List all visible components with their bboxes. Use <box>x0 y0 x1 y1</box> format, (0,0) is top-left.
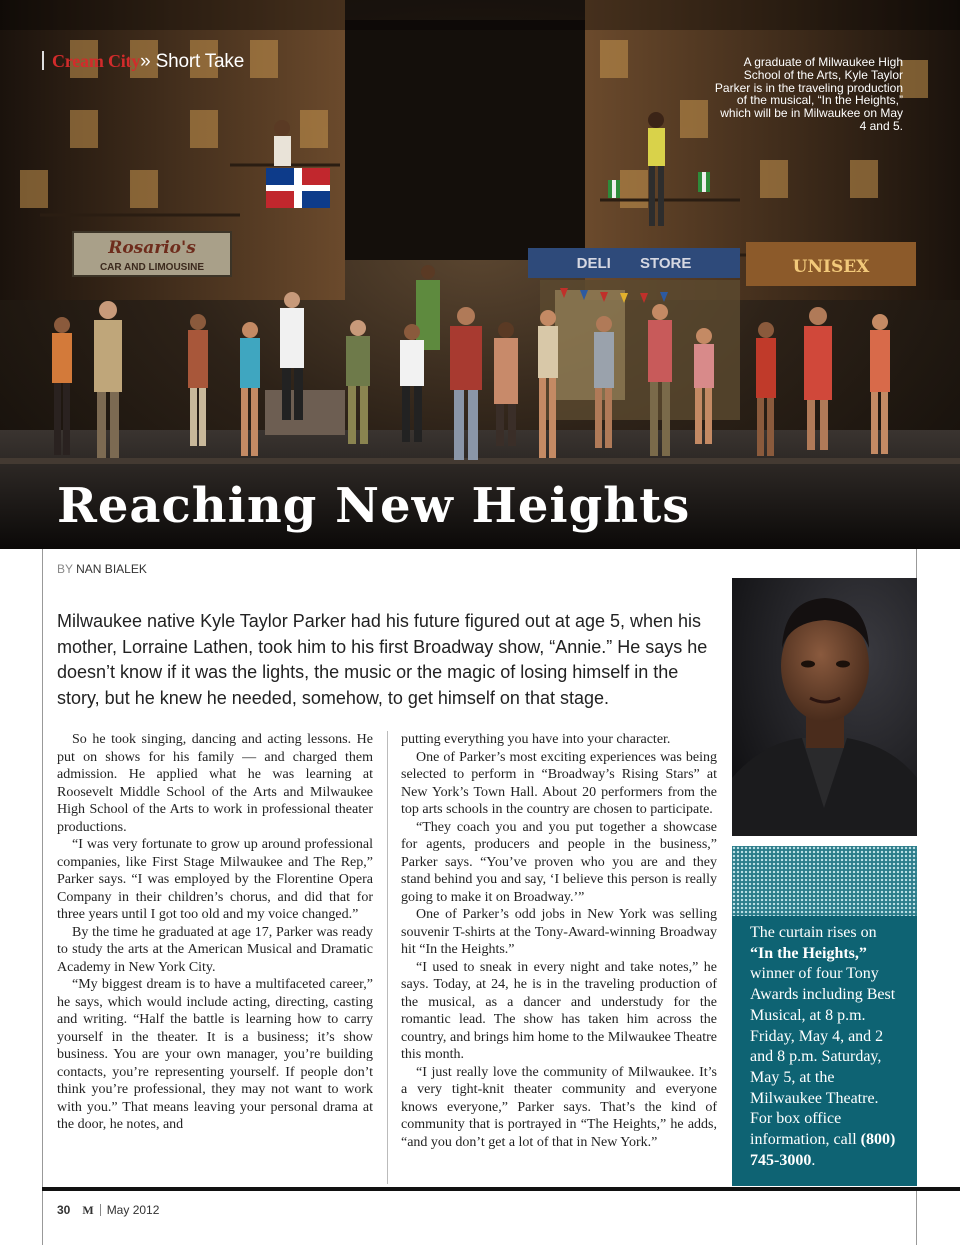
paragraph: “I was very fortunate to grow up around professional companies, like First Stage Milwaukee and The Rep,” Parker says. “I was employed by the Florentine Opera Company in their children’s chorus, and did that for three years until I got too old and my voice changed.” <box>57 837 373 922</box>
body-column-1 <box>57 731 373 1134</box>
section-subtitle: Short Take <box>150 51 245 72</box>
byline <box>57 562 147 576</box>
paragraph: One of Parker’s odd jobs in New York was selling souvenir T-shirts at the Tony-Award-winning Broadway hit “In the Heights.” <box>401 907 717 957</box>
paragraph: “They coach you and you put together a showcase for agents, producers and people in the business,” Parker says. “You’ve proven who you are and they stand behind you and say, ‘I believe this person is really going to make it on Broadway.’” <box>401 819 717 905</box>
body-column-2 <box>401 731 717 1151</box>
folio-divider <box>100 1204 101 1216</box>
headline: Reaching New Heights <box>57 478 691 534</box>
issue-date: May 2012 <box>106 1203 160 1217</box>
portrait-illustration <box>732 578 917 836</box>
paragraph: One of Parker’s most exciting experiences was being selected to perform in “Broadway’s Rising Stars” at New York’s Town Hall. About 20 performers from the top arts schools in the country are chosen to participate. <box>401 749 717 817</box>
event-end: . <box>811 1151 816 1169</box>
photo-caption: A graduate of Milwaukee High School of the Arts, Kyle Taylor Parker is in the traveling production of the musical, “In the Heights,” which will be in Milwaukee on May 4 and 5. <box>714 55 903 133</box>
magazine-logo: M <box>82 1203 94 1217</box>
stage-steps <box>265 390 345 435</box>
event-show-title: “In the Heights,” <box>750 944 867 962</box>
column-divider <box>387 731 388 1184</box>
portrait-photo <box>732 578 917 836</box>
paragraph: “I used to sneak in every night and take notes,” he says. Today, at 24, he is in the traveling production of the musical, as a dancer and understudy for the romantic lead. The show has taken him across the country, and brings him home to the Milwaukee Theatre this month. <box>401 959 717 1062</box>
section-separator: » <box>140 51 151 72</box>
paragraph: putting everything you have into your character. <box>401 732 671 747</box>
event-info-box <box>732 916 917 1186</box>
paragraph: So he took singing, dancing and acting lessons. He put on shows for his family — and charged them admission. He applied what he was learning at Roosevelt Middle School of the Arts and Milwaukee High School of the Arts to work in professional theater productions. <box>57 732 373 835</box>
paragraph: “My biggest dream is to have a multifaceted career,” he says, which would include acting, directing, casting and writing. “Half the battle is learning how to carry yourself in the theater. It is a business; it’s show business. You are your own manager, you’re building contacts, you’re representing yourself. If people don’t think you’re professional, they may not want to work with you.” That means leaving your personal drama at the door, he notes, and <box>57 977 373 1132</box>
left-frame-rule-bottom <box>42 1191 43 1245</box>
folio <box>57 1203 159 1218</box>
page-number: 30 <box>57 1203 71 1217</box>
dominican-flag <box>266 168 330 208</box>
footer-rule <box>42 1187 960 1191</box>
byline-prefix: BY <box>57 562 73 576</box>
section-divider <box>42 51 44 70</box>
right-frame-rule-top <box>916 549 917 578</box>
unisex-sign-text: UNISEX <box>792 257 870 277</box>
dot-pattern-band <box>732 846 917 916</box>
event-details: winner of four Tony Awards including Best Musical, at 8 p.m. Friday, May 4, and 2 and 8 p.m. Saturday, May 5, at the Milwaukee Theatre. For box office information, call <box>750 965 896 1149</box>
rosarios-sign-text: Rosario's <box>108 238 196 258</box>
deli-sign-text: DELI STORE <box>576 255 692 272</box>
left-frame-rule <box>42 549 43 1187</box>
byline-author: NAN BIALEK <box>76 562 147 576</box>
right-frame-rule-bottom <box>916 1187 917 1245</box>
center-backdrop <box>345 20 585 260</box>
section-name: Cream City <box>52 51 141 71</box>
article-deck: Milwaukee native Kyle Taylor Parker had his future figured out at age 5, when his mother, Lorraine Lathen, took him to his first Broadway show, “Annie.” He says he doesn’t know if it was the lights, the music or the magic of losing himself in the story, but he knew he needed, somehow, to get himself on that stage. <box>57 611 708 708</box>
paragraph: By the time he graduated at age 17, Parker was ready to study the arts at the American Musical and Dramatic Academy in New York City. <box>57 924 373 975</box>
section-label <box>42 51 244 73</box>
stage-photo <box>0 0 960 549</box>
paragraph: “I just really love the community of Milwaukee. It’s a very tight-knit theater community and everyone knows everyone,” Parker says. That’s the kind of community that is portrayed in “The Heights,” he adds, “and you don’t get a lot of that in New York.” <box>401 1064 717 1150</box>
event-intro: The curtain rises on <box>750 924 877 941</box>
box-office-phone: (800) 745-3000 <box>750 1131 896 1169</box>
rosarios-sign-subtext: CAR AND LIMOUSINE <box>99 262 205 273</box>
